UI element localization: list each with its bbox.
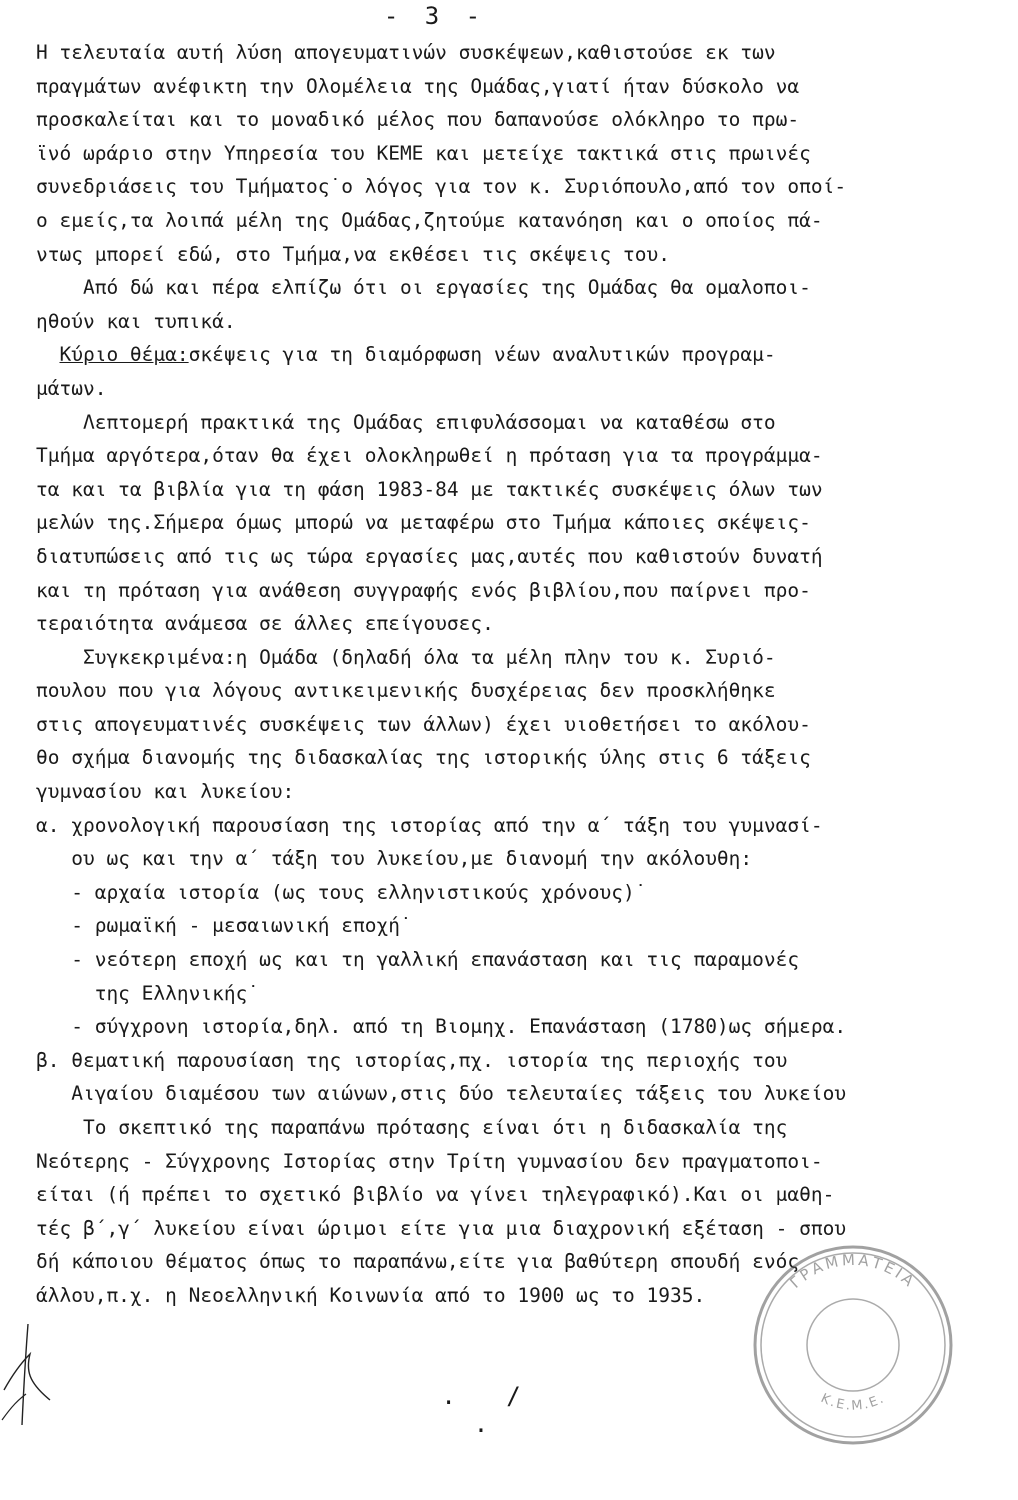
svg-text:ΓΡΑΜΜΑΤΕΙΑ xyxy=(786,1251,919,1292)
stamp-bottom-text: Κ.Ε.Μ.Ε. xyxy=(818,1391,888,1414)
text-segment: α. χρονολογική παρουσίαση της ιστορίας από την α΄ τάξη του γυμνασί- xyxy=(36,813,823,837)
text-segment: Από δώ και πέρα ελπίζω ότι οι εργασίες της Ομάδας θα ομαλοποι- xyxy=(82,276,811,300)
text-line xyxy=(36,70,1004,104)
text-segment: - νεότερη εποχή ως και τη γαλλική επανάσταση και τις παραμονές xyxy=(71,948,800,972)
continuation-mark: . / . xyxy=(441,1382,539,1438)
text-line xyxy=(36,506,1004,540)
text-segment: ο εμείς,τα λοιπά μέλη της Ομάδας,ζητούμε κατανόηση και ο οποίος πά- xyxy=(36,208,823,232)
text-segment: πραγμάτων ανέφικτη την Ολομέλεια της Ομάδας,γιατί ήταν δύσκολο να xyxy=(36,74,800,98)
text-segment: δή κάποιου θέματος όπως το παραπάνω,είτε για βαθύτερη σπουδή ενός xyxy=(36,1250,800,1274)
text-line xyxy=(36,574,1004,608)
text-line xyxy=(36,1111,1004,1145)
text-line xyxy=(36,607,1004,641)
text-segment: Το σκεπτικό της παραπάνω πρότασης είναι ότι η διδασκαλία της xyxy=(82,1116,788,1139)
page-number: - 3 - xyxy=(383,2,487,30)
text-line xyxy=(36,305,1004,339)
text-segment: της Ελληνικής˙ xyxy=(94,981,260,1005)
text-line xyxy=(36,641,1004,675)
text-line xyxy=(36,238,1004,272)
text-line xyxy=(36,1077,1004,1111)
text-line xyxy=(36,406,1004,440)
text-segment: τα και τα βιβλία για τη φάση 1983-84 με τακτικές συσκέψεις όλων των xyxy=(36,477,823,501)
text-line xyxy=(36,1145,1004,1179)
official-stamp xyxy=(748,1240,958,1450)
text-segment: συνεδριάσεις του Τμήματος˙ο λόγος για τον κ. Συριόπουλο,από τον οποί- xyxy=(36,175,847,199)
text-segment: - ρωμαϊκή - μεσαιωνική εποχή˙ xyxy=(71,914,412,938)
text-line xyxy=(36,372,1004,406)
text-segment: Νεότερης - Σύγχρονης Ιστορίας στην Τρίτη γυμνασίου δεν πραγματοποι- xyxy=(36,1149,823,1173)
text-segment: και τη πρόταση για ανάθεση συγγραφής ενός βιβλίου,που παίρνει προ- xyxy=(36,578,811,602)
svg-text:Κ.Ε.Μ.Ε. xyxy=(818,1391,887,1414)
section-heading: Κύριο θέμα: xyxy=(59,343,189,367)
text-line xyxy=(36,1010,1004,1044)
text-segment: άλλου,π.χ. η Νεοελληνική Κοινωνία από το 1900 ως το 1935. xyxy=(36,1283,706,1307)
text-segment: - αρχαία ιστορία (ως τους ελληνιστικούς χρόνους)˙ xyxy=(71,880,647,904)
text-segment: γυμνασίου και λυκείου: xyxy=(36,780,295,804)
text-segment: ϊνό ωράριο στην Υπηρεσία του ΚΕΜΕ και μετείχε τακτικά στις πρωινές xyxy=(36,141,811,165)
text-line xyxy=(36,1044,1004,1078)
stamp-top-text: ΓΡΑΜΜΑΤΕΙΑ xyxy=(786,1250,920,1292)
text-segment: ντως μπορεί εδώ, στο Τμήμα,να εκθέσει τις σκέψεις του. xyxy=(36,242,670,266)
body-text xyxy=(36,36,1004,1313)
text-line xyxy=(36,775,1004,809)
text-segment: μελών της.Σήμερα όμως μπορώ να μεταφέρω στο Τμήμα κάποιες σκέψεις- xyxy=(36,511,811,535)
text-line xyxy=(36,473,1004,507)
text-segment: είται (ή πρέπει το σχετικό βιβλίο να γίνει τηλεγραφικό).Και οι μαθη- xyxy=(36,1183,835,1207)
text-line xyxy=(36,137,1004,171)
text-segment: σκέψεις για τη διαμόρφωση νέων αναλυτικών προγραμ- xyxy=(188,343,776,367)
text-line xyxy=(36,271,1004,305)
text-line xyxy=(36,708,1004,742)
text-line xyxy=(36,674,1004,708)
text-line xyxy=(36,439,1004,473)
text-segment: στις απογευματινές συσκέψεις των άλλων) έχει υιοθετήσει το ακόλου- xyxy=(36,712,811,736)
text-segment: β. θεματική παρουσίαση της ιστορίας,πχ. ιστορία της περιοχής του xyxy=(36,1048,788,1072)
text-segment: - σύγχρονη ιστορία,δηλ. από τη Βιομηχ. Επανάσταση (1780)ως σήμερα. xyxy=(71,1015,847,1039)
text-line xyxy=(36,103,1004,137)
text-line xyxy=(36,170,1004,204)
text-segment: πουλου που για λόγους αντικειμενικής δυσχέρειας δεν προσκλήθηκε xyxy=(36,679,776,703)
text-segment: ηθούν και τυπικά. xyxy=(36,309,236,333)
text-segment: μάτων. xyxy=(36,376,107,400)
text-line xyxy=(36,909,1004,943)
text-segment: διατυπώσεις από τις ως τώρα εργασίες μας,αυτές που καθιστούν δυνατή xyxy=(36,544,823,568)
text-line xyxy=(36,540,1004,574)
text-line xyxy=(36,338,1004,372)
text-line xyxy=(36,842,1004,876)
text-segment: θο σχήμα διανομής της διδασκαλίας της ιστορικής ύλης στις 6 τάξεις xyxy=(36,746,811,770)
text-line xyxy=(36,943,1004,977)
text-line xyxy=(36,809,1004,843)
text-segment: τεραιότητα ανάμεσα σε άλλες επείγουσες. xyxy=(36,612,494,636)
text-line xyxy=(36,204,1004,238)
handwritten-signature xyxy=(0,1320,60,1430)
text-segment: ου ως και την α΄ τάξη του λυκείου,με διανομή την ακόλουθη: xyxy=(71,847,753,871)
text-line xyxy=(36,977,1004,1011)
text-line xyxy=(36,1178,1004,1212)
text-segment: Συγκεκριμένα:η Ομάδα (δηλαδή όλα τα μέλη πλην του κ. Συριό- xyxy=(82,645,776,669)
text-line xyxy=(36,36,1004,70)
text-segment: τές β΄,γ΄ λυκείου είναι ώριμοι είτε για μια διαχρονική εξέταση - σπου xyxy=(36,1216,847,1240)
text-line xyxy=(36,741,1004,775)
text-line xyxy=(36,876,1004,910)
text-segment: Αιγαίου διαμέσου των αιώνων,στις δύο τελευταίες τάξεις του λυκείου xyxy=(71,1082,847,1106)
text-segment: προσκαλείται και το μοναδικό μέλος που δαπανούσε ολόκληρο το πρω- xyxy=(36,108,800,132)
text-segment: Τμήμα αργότερα,όταν θα έχει ολοκληρωθεί η πρόταση για τα προγράμμα- xyxy=(36,444,823,468)
text-segment: Η τελευταία αυτή λύση απογευματινών συσκέψεων,καθιστούσε εκ των xyxy=(36,41,776,64)
text-segment: Λεπτομερή πρακτικά της Ομάδας επιφυλάσσομαι να καταθέσω στο xyxy=(82,410,776,434)
